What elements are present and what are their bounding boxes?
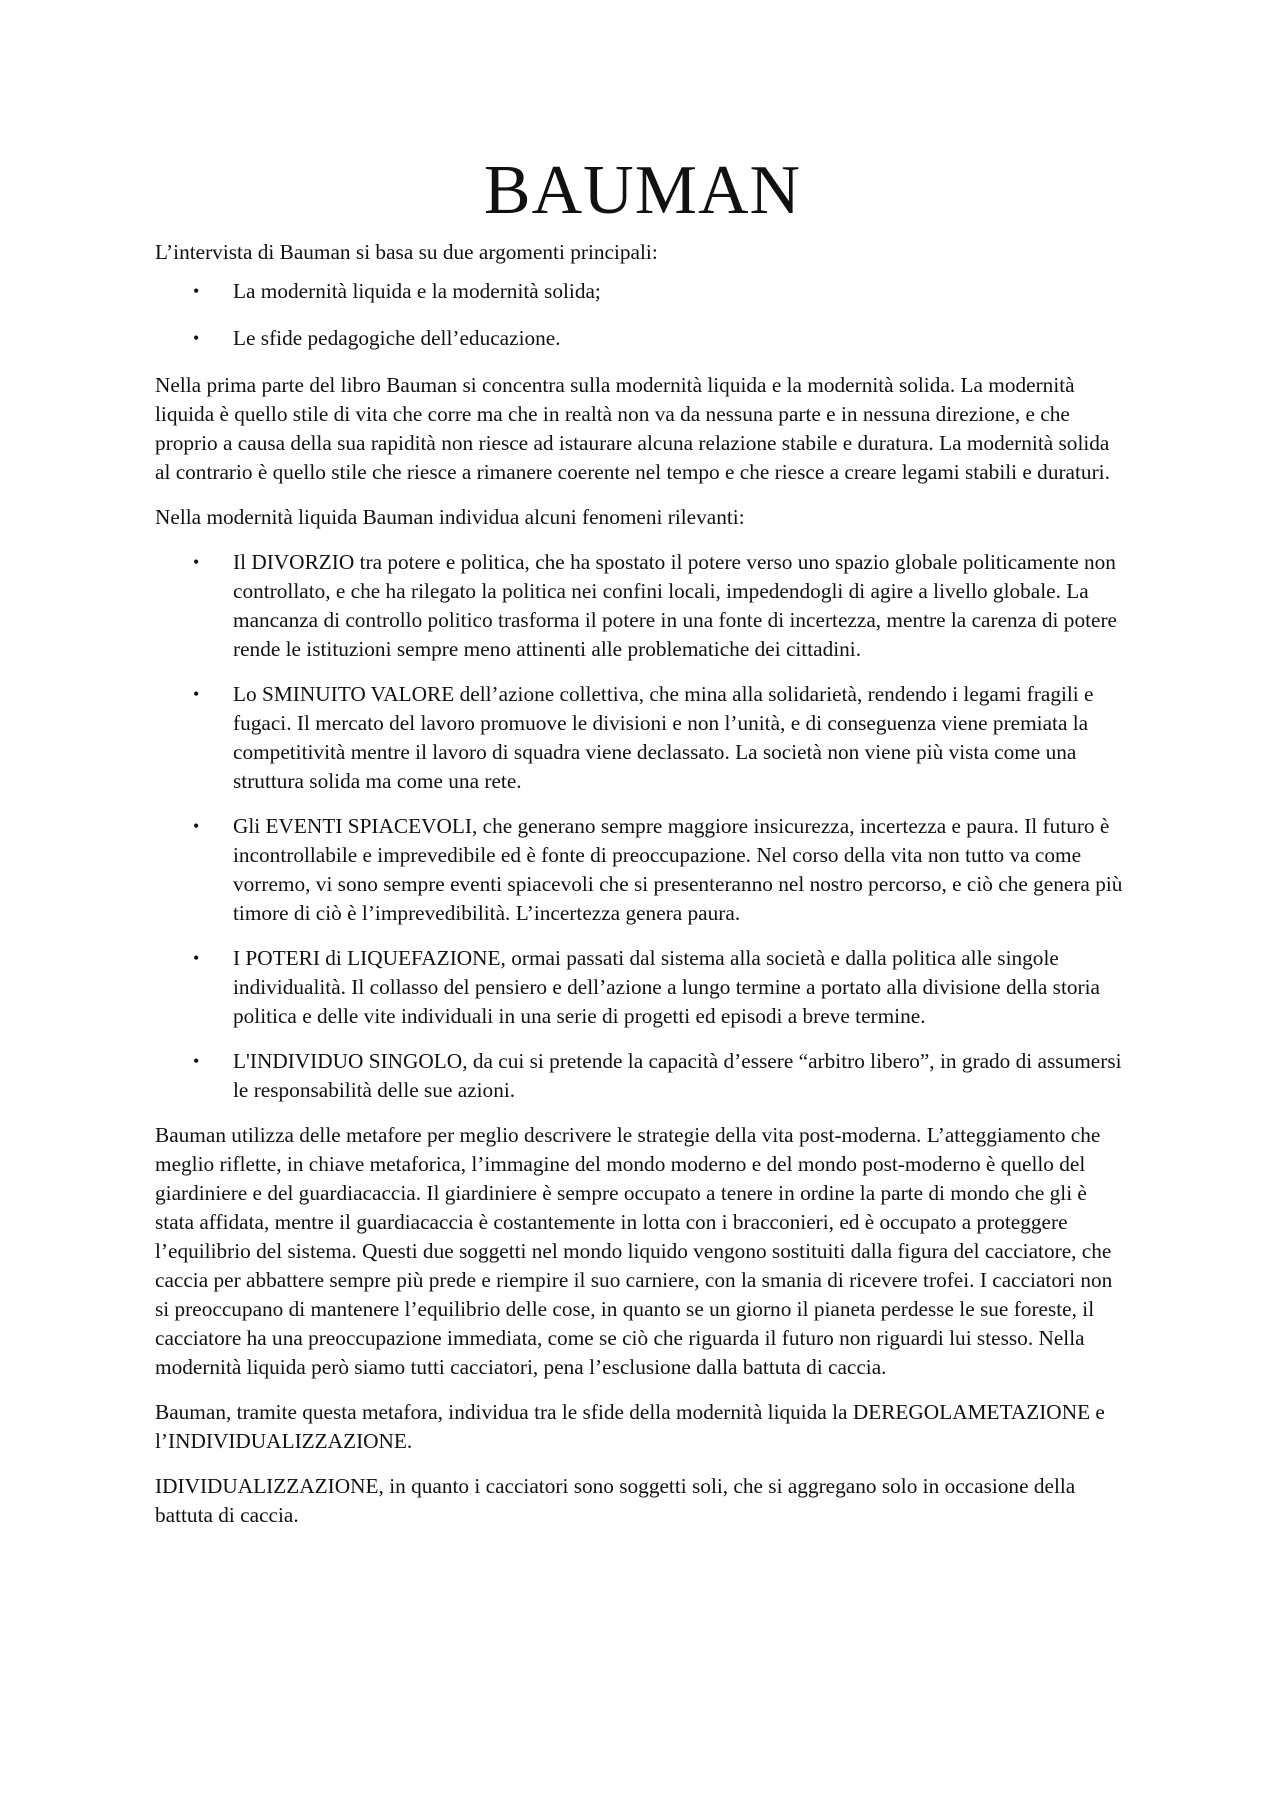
bullet-icon: • <box>193 281 200 301</box>
phenomena-list <box>155 548 1130 1105</box>
list-item-text: Il DIVORZIO tra potere e politica, che ha spostato il potere verso uno spazio globale politicamente non controllato, e che ha rilegato la politica nei confini locali, impedendogli di agire a livello globale. La mancanza di controllo politico trasforma il potere in una fonte di incertezza, mentre la carenza di potere rende le istituzioni sempre meno attinenti alle problematiche dei cittadini. <box>233 550 1118 661</box>
bullet-icon: • <box>193 1051 200 1071</box>
bullet-icon: • <box>193 684 200 704</box>
paragraph-individualization: IDIVIDUALIZZAZIONE, in quanto i cacciatori sono soggetti soli, che si aggregano solo in occasione della battuta di caccia. <box>155 1474 1076 1527</box>
paragraph-metaphors: Bauman utilizza delle metafore per meglio descrivere le strategie della vita post-moderna. L’atteggiamento che meglio riflette, in chiave metaforica, l’immagine del mondo moderno e del mondo post-moderno è quello del giardiniere e del guardiacaccia. Il giardiniere è sempre occupato a tenere in ordine la parte di mondo che gli è stata affidata, mentre il guardiacaccia è costantemente in lotta con i bracconieri, ed è occupato a proteggere l’equilibrio del sistema. Questi due soggetti nel mondo liquido vengono sostituiti dalla figura del cacciatore, che caccia per abbattere sempre più prede e riempire il suo carniere, con la smania di ricevere trofei. I cacciatori non si preoccupano di mantenere l’equilibrio delle cose, in quanto se un giorno il pianeta perdesse le sue foreste, il cacciatore ha una preoccupazione immediata, come se ciò che riguarda il futuro non riguardi lui stesso. Nella modernità liquida però siamo tutti cacciatori, pena l’esclusione dalla battuta di caccia. <box>155 1123 1113 1379</box>
list-item <box>155 680 1130 796</box>
list-item-text: Lo SMINUITO VALORE dell’azione collettiva, che mina alla solidarietà, rendendo i legami fragili e fugaci. Il mercato del lavoro promuove le divisioni e non l’unità, e di conseguenza viene premiata la competitività mentre il lavoro di squadra viene declassato. La società non viene più vista come una struttura solida ma come una rete. <box>233 682 1094 793</box>
bullet-icon: • <box>193 948 200 968</box>
list-item <box>155 1047 1130 1105</box>
list-item-text: Gli EVENTI SPIACEVOLI, che generano sempre maggiore insicurezza, incertezza e paura. Il futuro è incontrollabile e imprevedibile ed è fonte di preoccupazione. Nel corso della vita non tutto va come vorremo, vi sono sempre eventi spiacevoli che si presenteranno nel nostro percorso, e ciò che genera più timore di ciò è l’imprevedibilità. L’incertezza genera paura. <box>233 814 1123 925</box>
document-page <box>155 150 1130 1546</box>
paragraph-challenges: Bauman, tramite questa metafora, individua tra le sfide della modernità liquida la DEREGOLAMETAZIONE e l’INDIVIDUALIZZAZIONE. <box>155 1400 1105 1453</box>
bullet-icon: • <box>193 328 200 348</box>
bullet-icon: • <box>193 816 200 836</box>
list-item-text: I POTERI di LIQUEFAZIONE, ormai passati dal sistema alla società e dalla politica alle singole individualità. Il collasso del pensiero e dell’azione a lungo termine a portato alla divisione della storia politica e delle vite individuali in una serie di progetti ed episodi a breve termine. <box>233 946 1100 1028</box>
paragraph-liquid-solid: Nella prima parte del libro Bauman si concentra sulla modernità liquida e la modernità solida. La modernità liquida è quello stile di vita che corre ma che in realtà non va da nessuna parte e in nessuna direzione, e che proprio a causa della sua rapidità non riesce ad istaurare alcuna relazione stabile e duratura. La modernità solida al contrario è quello stile che riesce a rimanere coerente nel tempo e che riesce a creare legami stabili e duraturi. <box>155 373 1110 484</box>
list-item <box>155 812 1130 928</box>
intro-points-list <box>155 277 1130 353</box>
list-item-text: L'INDIVIDUO SINGOLO, da cui si pretende la capacità d’essere “arbitro libero”, in grado di assumersi le responsabilità delle sue azioni. <box>233 1049 1122 1102</box>
list-item <box>155 324 1130 353</box>
list-item-text: La modernità liquida e la modernità solida; <box>233 279 601 303</box>
bullet-icon: • <box>193 552 200 572</box>
list-item <box>155 548 1130 664</box>
intro-paragraph: L’intervista di Bauman si basa su due argomenti principali: <box>155 240 658 264</box>
document-title: BAUMAN <box>483 152 802 229</box>
list-item <box>155 944 1130 1031</box>
list-item <box>155 277 1130 306</box>
paragraph-phenomena-intro: Nella modernità liquida Bauman individua alcuni fenomeni rilevanti: <box>155 505 745 529</box>
list-item-text: Le sfide pedagogiche dell’educazione. <box>233 326 561 350</box>
